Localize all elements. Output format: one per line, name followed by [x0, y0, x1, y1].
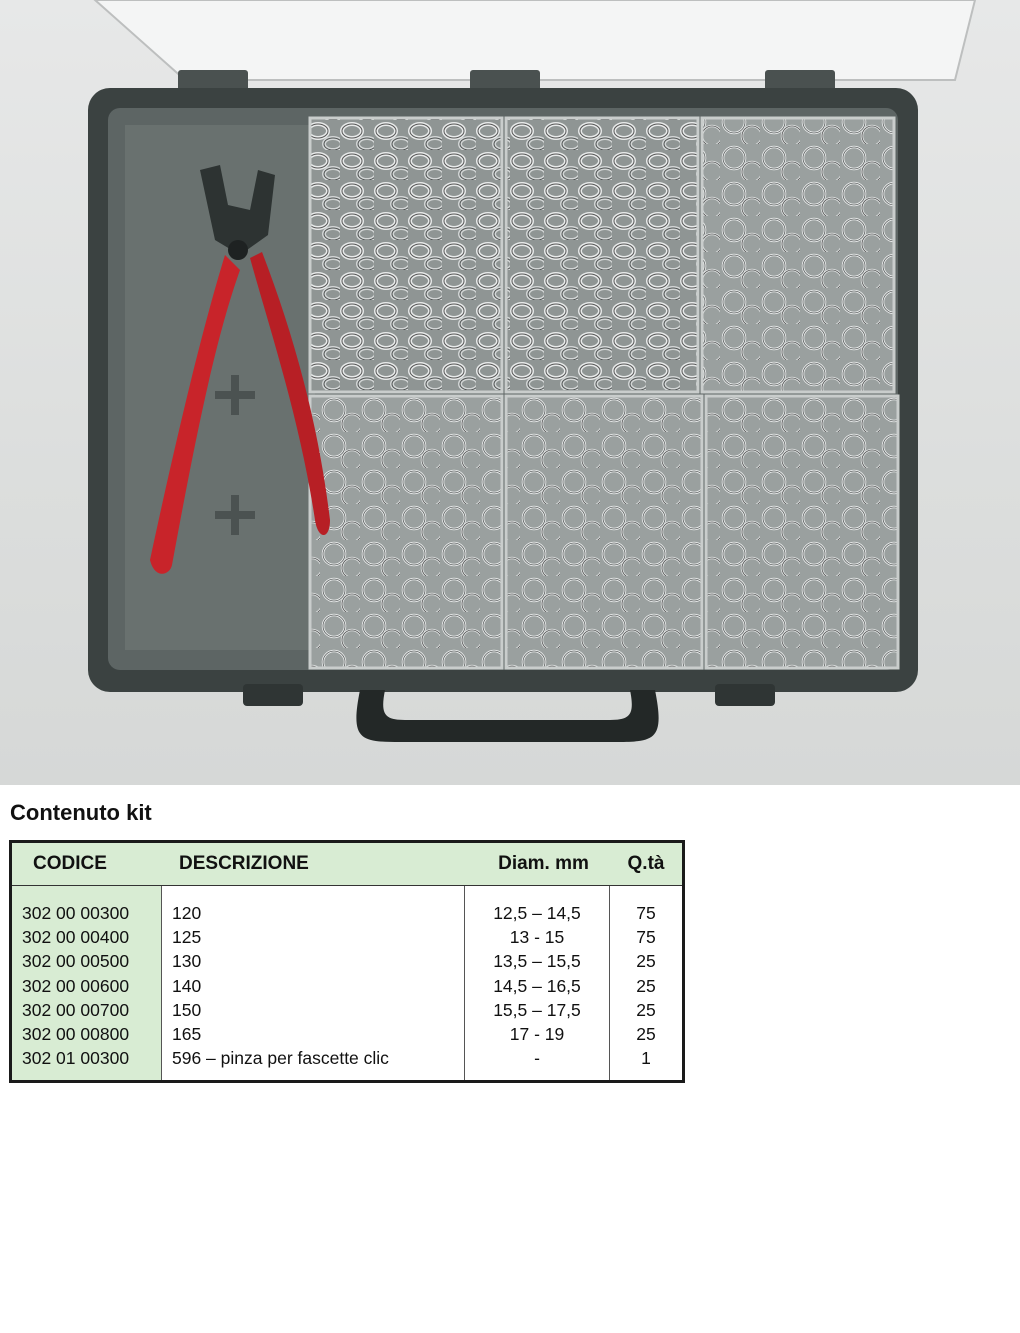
- column-quantity: [610, 886, 682, 1080]
- section-title: Contenuto kit: [10, 800, 152, 825]
- cell-description: 165: [172, 1024, 202, 1045]
- cell-diameter: 13 - 15: [509, 927, 565, 948]
- cell-code: 302 00 00300: [22, 903, 130, 923]
- cell-quantity: 25: [636, 951, 656, 972]
- cell-diameter: 17 - 19: [509, 1024, 565, 1045]
- cell-code: 302 00 00800: [22, 1024, 130, 1045]
- cell-quantity: 75: [636, 927, 656, 948]
- cell-code: 302 00 00600: [22, 975, 130, 996]
- cell-code: 302 01 00300: [22, 1048, 130, 1069]
- cell-description: 120: [172, 903, 202, 923]
- cell-description: 140: [172, 975, 202, 996]
- cell-diameter: -: [534, 1048, 540, 1069]
- cell-quantity: 75: [636, 903, 656, 923]
- cell-description: 150: [172, 999, 202, 1020]
- cell-description: 596 – pinza per fascette clic: [172, 1048, 389, 1069]
- cell-diameter: 15,5 – 17,5: [493, 999, 581, 1020]
- cell-code: 302 00 00400: [22, 927, 130, 948]
- header-diameter: Diam. mm: [465, 843, 610, 886]
- cell-code: 302 00 00700: [22, 999, 130, 1020]
- cell-quantity: 25: [636, 1024, 656, 1045]
- header-description: DESCRIZIONE: [162, 843, 465, 886]
- header-code: CODICE: [12, 843, 162, 886]
- cell-description: 130: [172, 951, 202, 972]
- cell-quantity: 25: [636, 975, 656, 996]
- cell-quantity: 1: [641, 1048, 651, 1069]
- cell-quantity: 25: [636, 999, 656, 1020]
- kit-contents-table: [9, 840, 685, 1083]
- column-diameter: [465, 886, 610, 1080]
- cell-description: 125: [172, 927, 202, 948]
- column-code: [12, 886, 162, 1080]
- column-description: [162, 886, 465, 1080]
- cell-diameter: 14,5 – 16,5: [493, 975, 581, 996]
- cell-code: 302 00 00500: [22, 951, 130, 972]
- cell-diameter: 12,5 – 14,5: [493, 903, 581, 923]
- header-quantity: Q.tà: [610, 843, 682, 886]
- cell-diameter: 13,5 – 15,5: [493, 951, 581, 972]
